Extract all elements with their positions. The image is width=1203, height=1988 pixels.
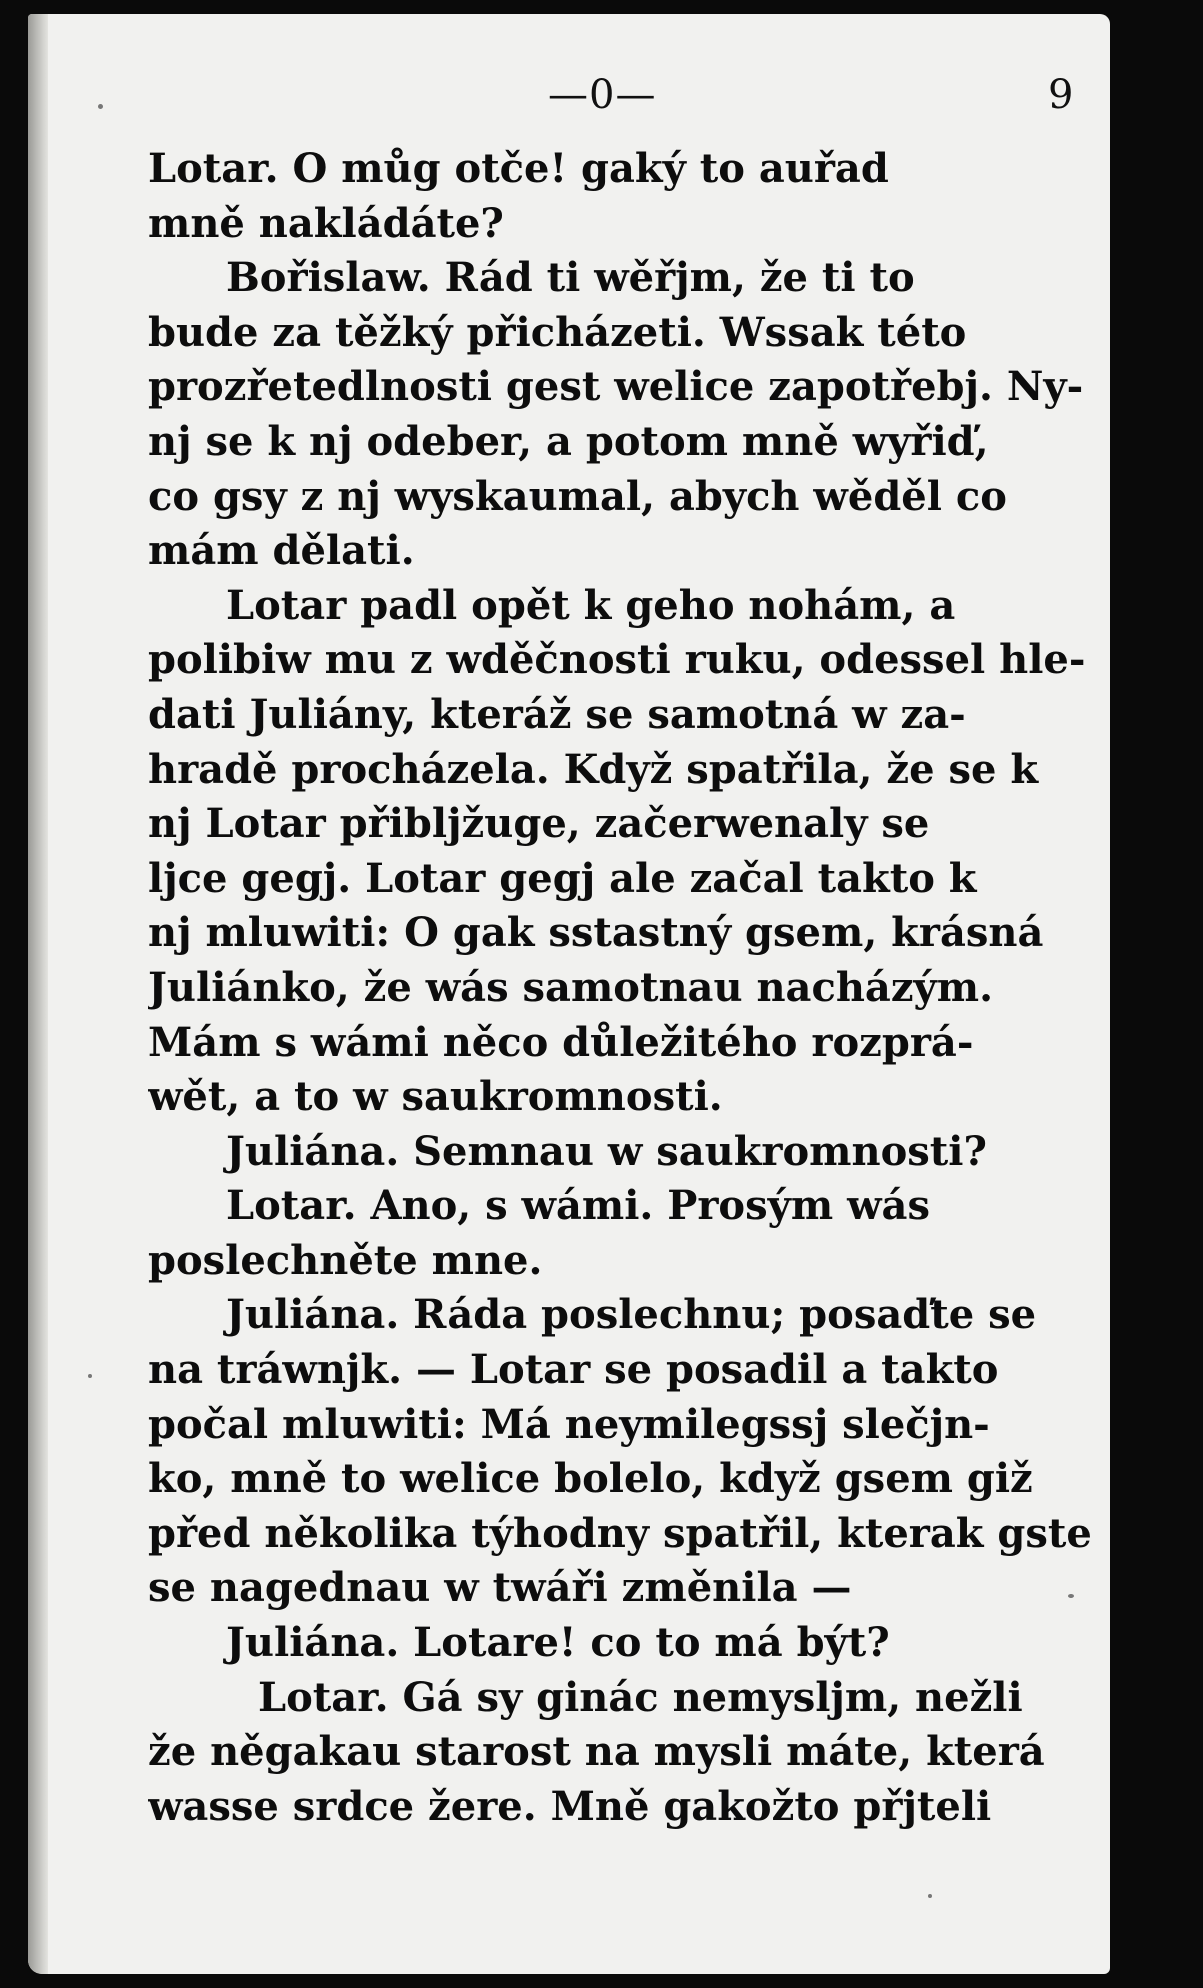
text-line: ko, mně to welice bolelo, když gsem giž	[148, 1455, 1033, 1503]
text-line: na tráwnjk. — Lotar se posadil a takto	[148, 1346, 999, 1394]
text-line: wět, a to w saukromnosti.	[148, 1073, 723, 1121]
running-head	[28, 72, 1110, 132]
text-body	[148, 142, 1108, 1834]
text-line: Lotar. Gá sy ginác nemysljm, nežli	[258, 1673, 1023, 1721]
text-line: nj se k nj odeber, a potom mně wyřiď,	[148, 417, 989, 465]
paper-speck	[88, 1374, 92, 1378]
text-line: nj Lotar přibljžuge, začerwenaly se	[148, 800, 930, 848]
text-line: Juliána. Ráda poslechnu; posaďte se	[226, 1291, 1037, 1339]
text-line: prozřetedlnosti gest welice zapotřebj. Ny-	[148, 363, 1084, 411]
text-line: wasse srdce žere. Mně gakožto přjteli	[148, 1782, 992, 1830]
text-line: ljce gegj. Lotar gegj ale začal takto k	[148, 854, 977, 902]
text-line: mám dělati.	[148, 527, 415, 575]
text-line: poslechněte mne.	[148, 1236, 543, 1284]
header-ornament: —0—	[548, 72, 657, 118]
text-line: co gsy z nj wyskaumal, abych wěděl co	[148, 472, 1007, 520]
text-line: bude za těžký přicházeti. Wssak této	[148, 308, 967, 356]
text-line: Lotar. O můg otče! gaký to auřad	[148, 145, 889, 192]
paper-speck	[1068, 1594, 1074, 1598]
page-number: 9	[1048, 72, 1074, 118]
paper-speck	[928, 1894, 932, 1898]
page-gutter	[28, 14, 48, 1974]
text-line: polibiw mu z wděčnosti ruku, odessel hle-	[148, 636, 1086, 684]
text-line: Mám s wámi něco důležitého rozprá-	[148, 1018, 974, 1066]
text-line: nj mluwiti: O gak sstastný gsem, krásná	[148, 909, 1044, 957]
text-line: Juliána. Lotare! co to má být?	[226, 1619, 890, 1667]
text-line: počal mluwiti: Má neymilegssj slečjn-	[148, 1400, 990, 1448]
text-line: Lotar. Ano, s wámi. Prosým wás	[226, 1182, 930, 1230]
paper-speck	[98, 104, 103, 109]
text-line: před několika týhodny spatřil, kterak gste	[148, 1509, 1092, 1557]
text-line: dati Juliány, kteráž se samotná w za-	[148, 690, 966, 738]
text-line: Juliána. Semnau w saukromnosti?	[226, 1127, 987, 1175]
text-line: Juliánko, že wás samotnau nacházým.	[148, 963, 994, 1011]
text-line: Lotar padl opět k geho nohám, a	[226, 581, 956, 629]
text-line: mně nakládáte?	[148, 199, 504, 247]
text-line: hradě procházela. Když spatřila, že se k	[148, 745, 1039, 793]
page-sheet	[28, 14, 1110, 1974]
text-line: že něgakau starost na mysli máte, která	[148, 1728, 1045, 1776]
text-line: se nagednau w twáři změnila —	[148, 1564, 852, 1612]
text-line: Bořislaw. Rád ti wěřjm, že ti to	[226, 254, 915, 302]
